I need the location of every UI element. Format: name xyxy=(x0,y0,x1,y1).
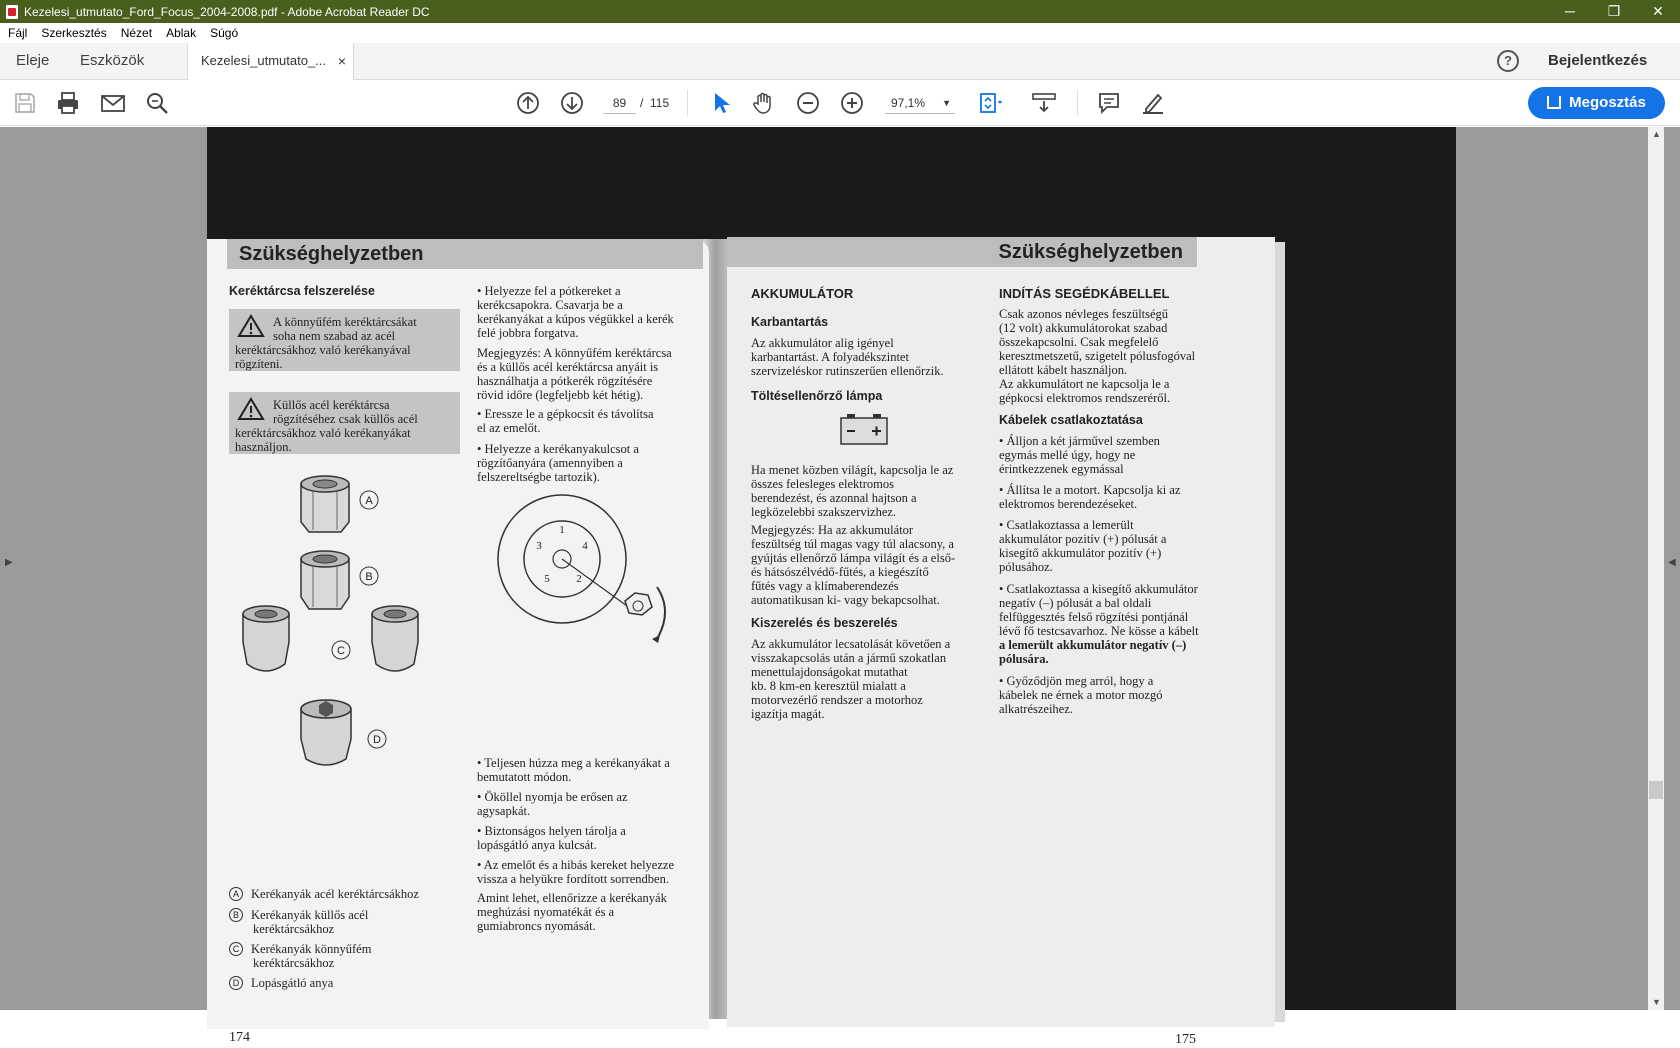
closing-paragraph xyxy=(477,891,667,933)
legend-item xyxy=(229,976,333,990)
text-line: pólusára. xyxy=(999,652,1049,666)
warning-icon xyxy=(237,397,265,421)
login-button[interactable]: Bejelentkezés xyxy=(1548,52,1648,69)
text-line: • Győződjön meg arról, hogy a xyxy=(999,674,1154,688)
text-line: érintkezzenek egymással xyxy=(999,462,1124,476)
paragraph xyxy=(751,336,944,378)
subsection-heading: Töltésellenőrző lámpa xyxy=(751,389,883,403)
toolbar-divider xyxy=(1077,90,1078,116)
text-line: • Álljon a két járművel szemben xyxy=(999,434,1160,448)
warning-line: A könnyűfém keréktárcsákat xyxy=(273,315,417,329)
share-label: Megosztás xyxy=(1569,94,1646,111)
subsection-heading: Kábelek csatlakoztatása xyxy=(999,413,1143,427)
menu-help[interactable]: Súgó xyxy=(210,26,239,40)
scroll-mode-icon[interactable] xyxy=(1030,89,1058,117)
text-line: legközelebbi szakszervizhez. xyxy=(751,505,897,519)
nut-b-icon xyxy=(301,551,349,609)
page-edge xyxy=(1275,242,1285,1022)
bullet-paragraph xyxy=(477,407,654,435)
toolbar-divider xyxy=(687,90,688,116)
tab-close-button[interactable]: × xyxy=(337,53,346,69)
wheel-nut-figure xyxy=(229,464,459,784)
text-line: gépkocsi elektromos rendszeréről. xyxy=(999,391,1171,405)
highlight-pen-icon[interactable] xyxy=(1139,89,1167,117)
svg-text:2: 2 xyxy=(576,573,582,585)
text-line: Az akkumulátort ne kapcsolja le a xyxy=(999,377,1170,391)
text-line: • Csatlakoztassa a kisegítő akkumulátor xyxy=(999,582,1198,596)
text-line: (12 volt) akkumulátorokat szabad xyxy=(999,321,1168,335)
text-line: egymás mellé úgy, hogy ne xyxy=(999,448,1136,462)
print-icon[interactable] xyxy=(54,89,82,117)
nut-d-icon xyxy=(301,700,351,765)
legend-text: Kerékanyák könnyűfém xyxy=(251,942,372,956)
figure-label-d: D xyxy=(373,734,381,746)
text-line: Csak azonos névleges feszültségű xyxy=(999,307,1169,321)
text-line: el az emelőt. xyxy=(477,421,541,435)
text-line: igazítja magát. xyxy=(751,707,825,721)
tab-tools[interactable]: Eszközök xyxy=(80,52,145,69)
scanned-page xyxy=(207,127,1456,1047)
legend-key: B xyxy=(229,908,243,922)
bullet-paragraph xyxy=(477,824,626,852)
zoom-in-icon[interactable] xyxy=(838,89,866,117)
text-line: Az akkumulátor lecsatolását követően a xyxy=(751,637,951,651)
text-line: Ha menet közben világít, kapcsolja le az xyxy=(751,463,954,477)
scroll-down-icon[interactable]: ▼ xyxy=(1652,997,1661,1007)
warning-line: használjon. xyxy=(235,440,292,454)
page-count xyxy=(640,92,669,114)
legend-text: Kerékanyák acél keréktárcsákhoz xyxy=(251,887,419,901)
page-number-input[interactable]: 89 xyxy=(603,92,636,114)
text-line: bemutatott módon. xyxy=(477,770,572,784)
warning-box xyxy=(229,392,460,454)
menu-edit[interactable]: Szerkesztés xyxy=(41,26,107,40)
tab-home[interactable]: Eleje xyxy=(16,52,50,69)
chevron-down-icon: ▼ xyxy=(942,98,951,108)
text-line: meghúzási nyomatékát és a xyxy=(477,905,615,919)
section-heading: INDÍTÁS SEGÉDKÁBELLEL xyxy=(999,286,1170,301)
text-line: feszültség túl magas vagy túl alacsony, a xyxy=(751,537,954,551)
text-line: rövid időre (legfeljebb két hétig). xyxy=(477,388,644,402)
nut-a-icon xyxy=(301,476,349,532)
next-page-icon[interactable] xyxy=(558,89,586,117)
warning-icon xyxy=(237,314,265,338)
text-line: összekapcsolni. Csak megfelelő xyxy=(999,335,1159,349)
text-line: agysapkát. xyxy=(477,804,531,818)
page-separator: / xyxy=(640,96,644,110)
page-number-right: 175 xyxy=(1175,1032,1196,1047)
text-line: • Állítsa le a motort. Kapcsolja ki az xyxy=(999,483,1181,497)
text-line: és hátsószélvédő-fűtés, a kiegészítő xyxy=(751,565,929,579)
paragraph xyxy=(751,637,950,721)
warning-line: keréktárcsákhoz való kerékanyával xyxy=(235,343,411,357)
legend-text: keréktárcsákhoz xyxy=(253,922,335,936)
bullet-paragraph xyxy=(477,442,639,484)
text-line: kerékcsapokra. Csavarja be a xyxy=(477,298,623,312)
bullet-paragraph xyxy=(999,483,1180,511)
note-paragraph xyxy=(477,346,672,402)
bullet-paragraph xyxy=(477,790,628,818)
figure-label-b: B xyxy=(365,571,373,583)
bullet-paragraph xyxy=(477,756,670,784)
warning-box xyxy=(229,309,460,371)
text-line: rögzítőanyára (amennyiben a xyxy=(477,456,623,470)
legend-text: keréktárcsákhoz xyxy=(253,956,335,970)
bullet-paragraph xyxy=(999,518,1166,574)
figure-label-c: C xyxy=(337,645,345,657)
warning-line: rögzíteni. xyxy=(235,357,283,371)
nut-c2-icon xyxy=(372,606,418,671)
text-line: fűtés vagy a klímaberendezés xyxy=(751,579,899,593)
page-total: 115 xyxy=(650,96,670,110)
text-line: és a küllős acél keréktárcsa anyáit is xyxy=(477,360,659,374)
hand-tool-icon[interactable] xyxy=(750,89,778,117)
right-page-header: Szükséghelyzetben xyxy=(727,237,1197,267)
text-line: lopásgátló anya kulcsát. xyxy=(477,838,597,852)
zoom-out-icon[interactable] xyxy=(794,89,822,117)
window-title: Kezelesi_utmutato_Ford_Focus_2004-2008.pdf - Adobe Acrobat Reader DC xyxy=(24,4,430,19)
menu-window[interactable]: Ablak xyxy=(166,26,197,40)
page-number-left: 174 xyxy=(229,1030,250,1045)
legend-text: Lopásgátló anya xyxy=(251,976,334,990)
legend-key: C xyxy=(229,942,243,956)
acrobat-icon xyxy=(6,5,18,19)
title-bar xyxy=(0,0,1680,23)
paragraph xyxy=(751,463,953,519)
text-line: felszereltségbe tartozik). xyxy=(477,470,600,484)
text-line: használhatja a pótkerék rögzítésére xyxy=(477,374,653,388)
paragraph xyxy=(999,307,1195,405)
text-line: • Csatlakoztassa a lemerült xyxy=(999,518,1134,532)
tab-document-label: Kezelesi_utmutato_... xyxy=(201,53,327,68)
menu-view[interactable]: Nézet xyxy=(120,26,153,40)
bullet-paragraph xyxy=(477,284,674,340)
toolbar xyxy=(0,80,1680,126)
text-line: Amint lehet, ellenőrizze a kerékanyák xyxy=(477,891,667,905)
document-viewer[interactable] xyxy=(0,127,1680,1047)
vertical-scrollbar[interactable] xyxy=(1648,127,1664,1010)
section-heading: AKKUMULÁTOR xyxy=(751,286,854,301)
text-line: • Helyezze a kerékanyakulcsot a xyxy=(477,442,639,456)
legend-key: A xyxy=(229,887,243,901)
text-line: menettulajdonságokat mutathat xyxy=(751,665,908,679)
text-line: Az akkumulátor alig igényel xyxy=(751,336,894,350)
subsection-heading: Kiszerelés és beszerelés xyxy=(751,616,898,630)
text-line: szervizeléskor rutinszerűen ellenőrzik. xyxy=(751,364,944,378)
share-icon xyxy=(1547,96,1561,109)
svg-text:4: 4 xyxy=(582,540,588,552)
figure-label-a: A xyxy=(365,495,373,507)
search-icon[interactable] xyxy=(143,89,171,117)
zoom-level-select[interactable] xyxy=(885,92,955,114)
tab-bar xyxy=(0,43,1680,80)
text-line: keresztmetszetű, szigetelt pólusfogóval xyxy=(999,349,1196,363)
text-line: alkatrészeihez. xyxy=(999,702,1073,716)
legend-key: D xyxy=(229,976,243,990)
warning-line: rögzítéséhez csak küllős acél xyxy=(273,412,418,426)
nut-c1-icon xyxy=(243,606,289,671)
text-line: kb. 8 km-en keresztül mialatt a xyxy=(751,679,906,693)
fit-page-icon[interactable] xyxy=(976,89,1004,117)
subsection-heading: Karbantartás xyxy=(751,315,829,329)
right-page xyxy=(727,237,1275,1047)
text-line: Megjegyzés: A könnyűfém keréktárcsa xyxy=(477,346,672,360)
left-page xyxy=(207,239,709,1045)
wheel-tightening-diagram xyxy=(497,489,687,659)
legend-item xyxy=(229,887,419,901)
text-line: • Eressze le a gépkocsit és távolítsa xyxy=(477,407,654,421)
text-line: gyújtás ellenőrző lámpa világít és a első- xyxy=(751,551,956,565)
tab-document[interactable] xyxy=(187,43,354,80)
text-line: • Biztonságos helyen tárolja a xyxy=(477,824,626,838)
select-tool-icon[interactable] xyxy=(706,89,734,117)
text-line: összes felesleges elektromos xyxy=(751,477,895,491)
warning-line: keréktárcsákhoz való kerékanyákat xyxy=(235,426,411,440)
zoom-level-value: 97,1% xyxy=(891,96,926,110)
text-line: elektromos berendezéseket. xyxy=(999,497,1138,511)
text-line: felfüggesztés felső rögzítési pontjánál xyxy=(999,610,1189,624)
bullet-paragraph xyxy=(999,434,1160,476)
text-line: visszakapcsolás után a jármű szokatlan xyxy=(751,651,947,665)
left-page-header: Szükséghelyzetben xyxy=(227,239,703,269)
text-line: kisegítő akkumulátor pozitív (+) xyxy=(999,546,1162,560)
text-line: Megjegyzés: Ha az akkumulátor xyxy=(751,523,914,537)
svg-text:5: 5 xyxy=(544,573,550,585)
text-line: • Ököllel nyomja be erősen az xyxy=(477,790,628,804)
text-line: kábelek ne érnek a motor mozgó xyxy=(999,688,1163,702)
note-paragraph xyxy=(751,523,955,607)
text-line: akkumulátor pozitív (+) pólusát a xyxy=(999,532,1167,546)
restore-button[interactable]: ❐ xyxy=(1607,3,1621,19)
text-line: felé jobbra forgatva. xyxy=(477,326,579,340)
bullet-paragraph xyxy=(999,582,1199,666)
email-icon[interactable] xyxy=(99,89,127,117)
left-panel-toggle-icon[interactable]: ▶ xyxy=(5,557,13,568)
bullet-paragraph xyxy=(999,674,1162,716)
legend-item xyxy=(229,942,371,970)
share-button[interactable] xyxy=(1528,87,1665,119)
text-line: motorvezérlő rendszer a motorhoz xyxy=(751,693,923,707)
text-line: vissza a helyükre fordított sorrendben. xyxy=(477,872,669,886)
text-line: karbantartást. A folyadékszintet xyxy=(751,350,909,364)
text-line: automatikusan ki- vagy bekapcsolhat. xyxy=(751,593,940,607)
legend-text: Kerékanyák küllős acél xyxy=(251,908,369,922)
menu-bar xyxy=(0,23,1680,43)
minimize-button[interactable]: ─ xyxy=(1565,3,1575,19)
text-line: • Az emelőt és a hibás kereket helyezze xyxy=(477,858,674,872)
text-line: gumiabroncs nyomását. xyxy=(477,919,596,933)
warning-line: Küllős acél keréktárcsa xyxy=(273,398,390,412)
text-line: berendezést, és azonnal hajtson a xyxy=(751,491,917,505)
right-panel-toggle-icon[interactable]: ◀ xyxy=(1668,557,1676,568)
section-heading: Keréktárcsa felszerelése xyxy=(229,284,375,298)
scrollbar-thumb[interactable] xyxy=(1649,781,1663,799)
text-line: pólusához. xyxy=(999,560,1053,574)
help-icon[interactable]: ? xyxy=(1497,50,1519,72)
text-line: • Helyezze fel a pótkereket a xyxy=(477,284,621,298)
text-line: lévő fő testcsavarhoz. Ne kösse a kábelt xyxy=(999,624,1199,638)
previous-page-icon[interactable] xyxy=(514,89,542,117)
svg-text:3: 3 xyxy=(536,540,542,552)
warning-line: soha nem szabad az acél xyxy=(273,329,396,343)
save-icon[interactable] xyxy=(11,89,39,117)
battery-icon xyxy=(839,412,889,446)
comment-icon[interactable] xyxy=(1095,89,1123,117)
menu-file[interactable]: Fájl xyxy=(8,26,28,40)
text-line: a lemerült akkumulátor negatív (–) xyxy=(999,638,1187,652)
legend-item xyxy=(229,908,368,936)
scroll-up-icon[interactable]: ▲ xyxy=(1652,129,1661,139)
text-line: kerékanyákat a kúpos végükkel a kerék xyxy=(477,312,674,326)
text-line: ellátott kábelt használjon. xyxy=(999,363,1128,377)
text-line: • Teljesen húzza meg a kerékanyákat a xyxy=(477,756,670,770)
bullet-paragraph xyxy=(477,858,674,886)
text-line: negatív (–) pólusát a bal oldali xyxy=(999,596,1152,610)
svg-text:1: 1 xyxy=(559,524,565,536)
close-window-button[interactable]: ✕ xyxy=(1652,3,1664,19)
